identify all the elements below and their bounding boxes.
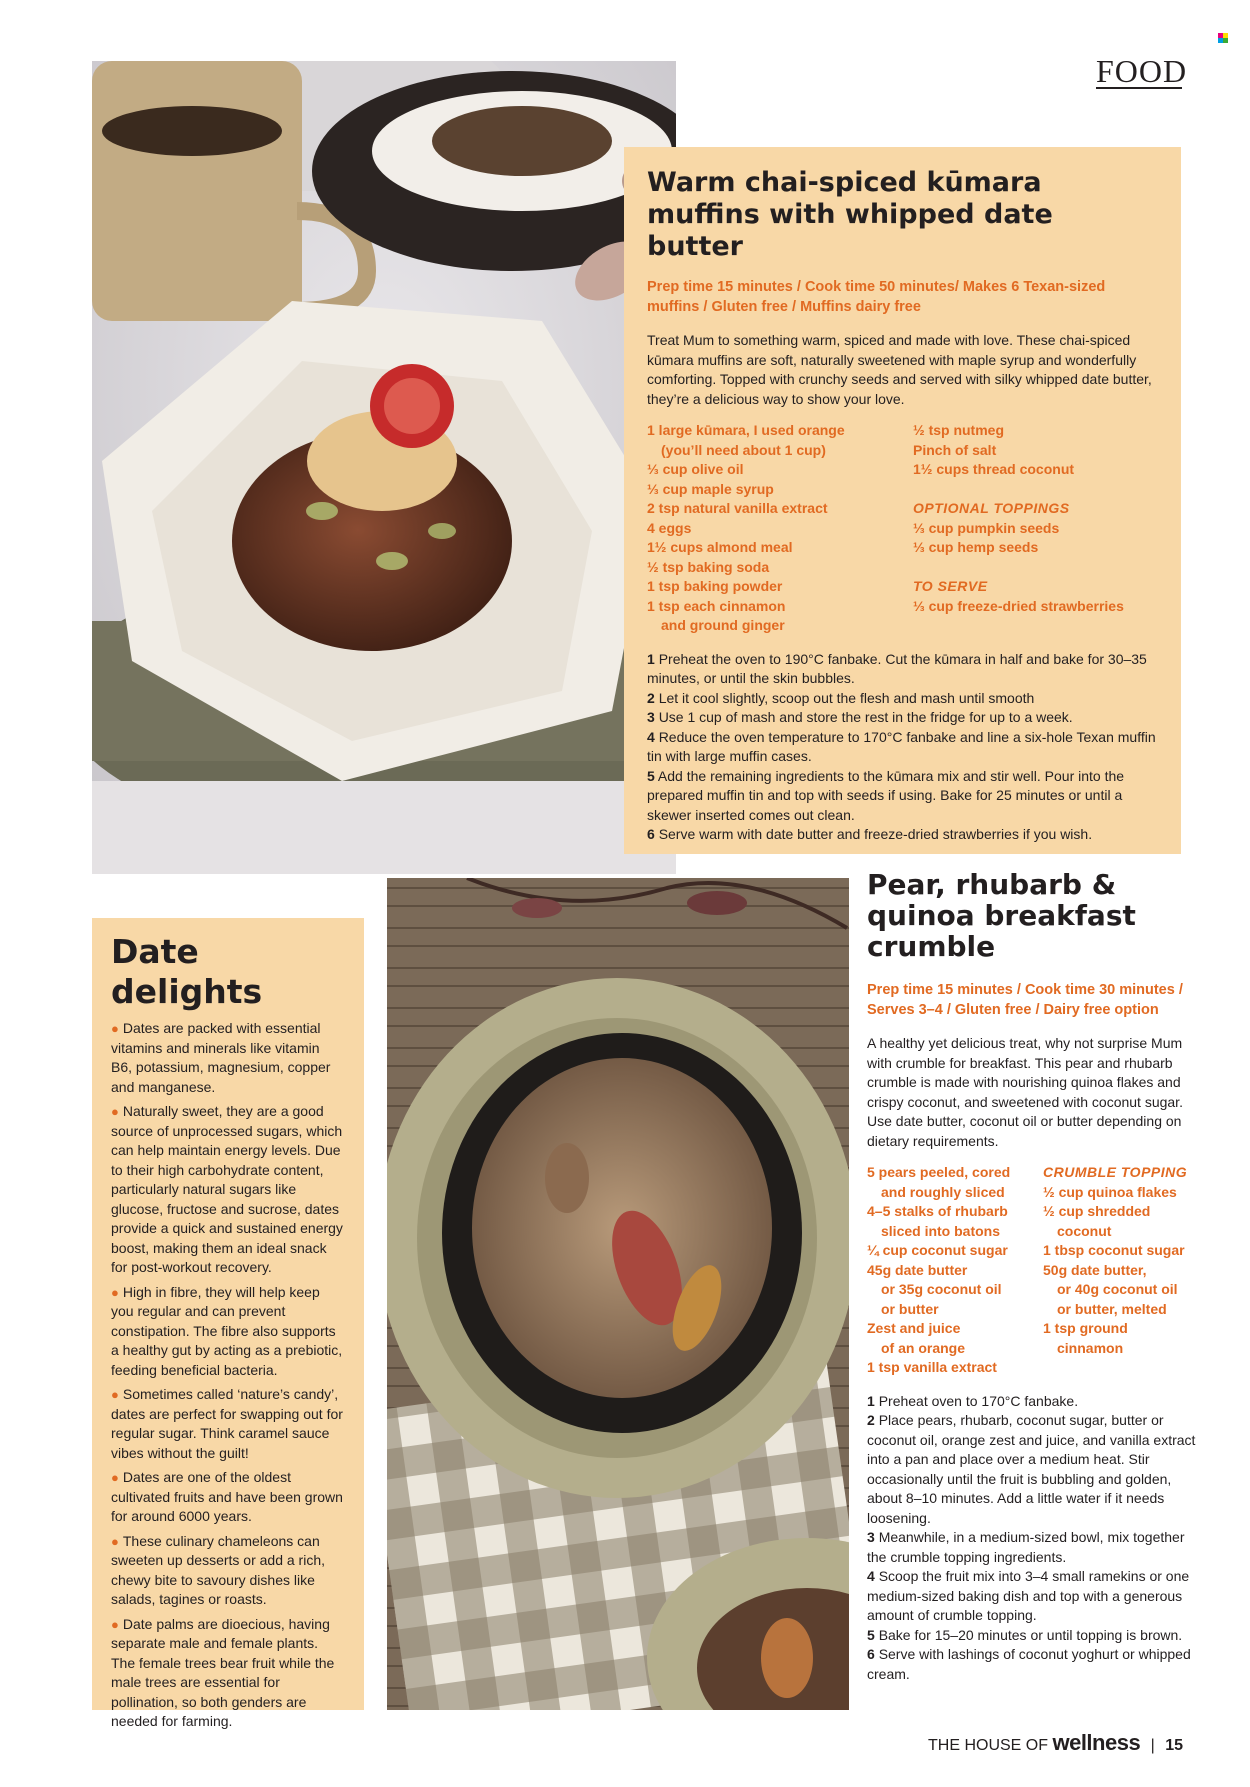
- ingredient: coconut: [1057, 1222, 1112, 1239]
- ingredient: 4 eggs: [647, 519, 692, 536]
- to-serve-heading: TO SERVE: [913, 578, 988, 594]
- crumble-ingredients: [867, 1163, 1197, 1378]
- bullet-icon: ●: [111, 1616, 119, 1632]
- ingredient: 1 tsp vanilla extract: [867, 1359, 997, 1375]
- date-fact: ● Dates are packed with essential vitamins and minerals like vitamin B6, potassium, magnesium, copper and manganese.: [111, 1020, 331, 1095]
- ingredient: (you’ll need about 1 cup): [661, 441, 826, 458]
- method-step: 4 Reduce the oven temperature to 170°C fanbake and line a six-hole Texan muffin tin with large muffin cases.: [647, 728, 1156, 764]
- method-step: 5 Add the remaining ingredients to the kūmara mix and stir well. Pour into the prepared muffin tin and top with seeds if using. Bake for 25 minutes or until a skewer inserted comes out clean.: [647, 767, 1125, 823]
- ingredient: ⅓ cup maple syrup: [647, 480, 774, 497]
- muffin-ingredients: [647, 421, 1158, 636]
- ingredient: or 40g coconut oil: [1057, 1281, 1178, 1297]
- bullet-icon: ●: [111, 1533, 119, 1549]
- crumble-recipe-title: Pear, rhubarb & quinoa breakfast crumble: [867, 868, 1136, 963]
- ingredient: or butter, melted: [1057, 1300, 1167, 1317]
- muffin-method: [647, 650, 1158, 845]
- ingredient: 45g date butter: [867, 1261, 968, 1278]
- bullet-icon: ●: [111, 1470, 119, 1485]
- ingredient: 5 pears peeled, cored: [867, 1164, 1011, 1180]
- bullet-icon: ●: [111, 1104, 119, 1119]
- ingredient: 2 tsp natural vanilla extract: [647, 500, 828, 516]
- muffin-recipe-title: Warm chai-spiced kūmara muffins with whipped date butter: [647, 167, 1053, 262]
- crumble-recipe-meta: Prep time 15 minutes / Cook time 30 minutes / Serves 3–4 / Gluten free / Dairy free option: [867, 982, 1183, 1018]
- crumble-recipe: [867, 869, 1197, 1684]
- method-step: 3 Meanwhile, in a medium-sized bowl, mix together the crumble topping ingredients.: [867, 1529, 1185, 1565]
- ingredient: 50g date butter,: [1043, 1261, 1147, 1278]
- ingredient: Pinch of salt: [913, 441, 997, 458]
- date-fact: ● High in fibre, they will help keep you regular and can prevent constipation. The fibre also supports a healthy gut by acting as a prebiotic, feeding beneficial bacteria.: [111, 1283, 343, 1378]
- ingredient: Zest and juice: [867, 1320, 961, 1336]
- date-fact: ● Date palms are dioecious, having separate male and female plants. The female trees bear fruit while the male trees are essential for pollination, so both genders are needed for farming.: [111, 1615, 335, 1729]
- method-step: 1 Preheat the oven to 190°C fanbake. Cut the kūmara in half and bake for 30–35 minutes, or until the skin bubbles.: [647, 650, 1147, 686]
- ingredient: ¼ cup coconut sugar: [867, 1242, 1008, 1258]
- method-step: 3 Use 1 cup of mash and store the rest in the fridge for up to a week.: [647, 709, 1073, 725]
- ingredient: 1 tsp baking powder: [647, 578, 783, 594]
- ingredient: 1½ cups almond meal: [647, 539, 793, 555]
- ingredient: cinnamon: [1057, 1339, 1124, 1356]
- ingredient: 1½ cups thread coconut: [913, 461, 1075, 477]
- date-delights-title: Date delights: [111, 932, 263, 1011]
- muffin-recipe-intro: Treat Mum to something warm, spiced and made with love. These chai-spiced kūmara muffins are soft, naturally sweetened with maple syrup and wonderfully comforting. Topped with crunchy seeds and served with silky whipped date butter, they’re a delicious way to show your love.: [647, 332, 1152, 407]
- method-step: 2 Place pears, rhubarb, coconut sugar, butter or coconut oil, orange zest and juice, and vanilla extract into a pan and place over a medium heat. Stir occasionally until the fruit is bubbling and golden, about 8–10 minutes. Add a little water if it needs loosening.: [867, 1412, 1196, 1526]
- date-fact: ● Dates are one of the oldest cultivated fruits and have been grown for around 6000 years.: [111, 1469, 343, 1524]
- ingredient: 4–5 stalks of rhubarb: [867, 1203, 1008, 1219]
- ingredient: sliced into batons: [881, 1222, 1001, 1239]
- crumble-topping-heading: CRUMBLE TOPPING: [1043, 1164, 1188, 1180]
- footer-prefix: THE HOUSE OF: [928, 1737, 1049, 1754]
- section-label: FOOD: [1096, 53, 1188, 89]
- ingredient: ½ tsp nutmeg: [913, 422, 1005, 438]
- ingredient: ⅓ cup freeze-dried strawberries: [913, 597, 1124, 614]
- crumble-photo: [387, 878, 849, 1710]
- ingredient: ½ cup shredded: [1043, 1203, 1151, 1219]
- crumble-recipe-intro: A healthy yet delicious treat, why not surprise Mum with crumble for breakfast. This pear and rhubarb crumble is made with nourishing quinoa flakes and crispy coconut, and sweetened with coconut sugar. Use date butter, coconut oil or butter depending on dietary requirements.: [867, 1035, 1183, 1149]
- bullet-icon: ●: [111, 1284, 119, 1300]
- method-step: 2 Let it cool slightly, scoop out the flesh and mash until smooth: [647, 689, 1035, 706]
- page-footer: [928, 1728, 1188, 1758]
- crumble-method: [867, 1392, 1197, 1685]
- date-fact: ● Naturally sweet, they are a good source of unprocessed sugars, which can help maintain energy levels. Due to their high carbohydrate content, particularly natural sugars like glucose, fructose and sucrose, dates provide a quick and sustained energy boost, making them an ideal snack for post-workout recovery.: [111, 1103, 343, 1275]
- crumble-ingredients-left: [867, 1163, 1043, 1378]
- bullet-icon: ●: [111, 1387, 119, 1402]
- color-registration-icon: [1218, 33, 1228, 43]
- bullet-icon: ●: [111, 1021, 119, 1036]
- crumble-ingredients-right: [1043, 1163, 1187, 1378]
- ingredient: ⅓ cup hemp seeds: [913, 539, 1039, 555]
- ingredient: ½ tsp baking soda: [647, 558, 770, 575]
- date-fact: ● Sometimes called ‘nature’s candy’, dates are perfect for swapping out for regular sugar. Think caramel sauce vibes without the guilt!: [111, 1386, 343, 1461]
- muffin-recipe-box: [624, 147, 1181, 854]
- method-step: 4 Scoop the fruit mix into 3–4 small ramekins or one medium-sized baking dish and top with a generous amount of crumble topping.: [867, 1568, 1190, 1623]
- ingredient: 1 tbsp coconut sugar: [1043, 1242, 1185, 1258]
- method-step: 6 Serve with lashings of coconut yoghurt or whipped cream.: [867, 1646, 1191, 1682]
- ingredient: ⅓ cup pumpkin seeds: [913, 519, 1060, 536]
- ingredient: or 35g coconut oil: [881, 1281, 1002, 1297]
- ingredient: ⅓ cup olive oil: [647, 461, 744, 477]
- ingredient: 1 tsp ground: [1043, 1320, 1128, 1336]
- ingredient: and ground ginger: [661, 617, 785, 633]
- optional-toppings-heading: OPTIONAL TOPPINGS: [913, 500, 1070, 516]
- ingredient: and roughly sliced: [881, 1183, 1005, 1200]
- ingredient: ½ cup quinoa flakes: [1043, 1183, 1177, 1200]
- footer-separator: |: [1150, 1737, 1155, 1754]
- ingredient: or butter: [881, 1300, 939, 1317]
- date-delights-box: [92, 918, 364, 1729]
- page-number: 15: [1165, 1737, 1184, 1754]
- ingredient: 1 tsp each cinnamon: [647, 597, 786, 614]
- muffin-ingredients-left: [647, 421, 913, 636]
- ingredient: 1 large kūmara, I used orange: [647, 422, 845, 438]
- footer-brand: wellness: [1052, 1730, 1141, 1755]
- ingredient: of an orange: [881, 1339, 966, 1356]
- date-fact: ● These culinary chameleons can sweeten up desserts or add a rich, chewy bite to savoury dishes like salads, tagines or roasts.: [111, 1532, 326, 1607]
- method-step: 1 Preheat oven to 170°C fanbake.: [867, 1392, 1079, 1409]
- method-step: 5 Bake for 15–20 minutes or until topping is brown.: [867, 1626, 1183, 1643]
- muffin-recipe-meta: Prep time 15 minutes / Cook time 50 minutes/ Makes 6 Texan-sized muffins / Gluten free / Muffins dairy free: [647, 279, 1106, 315]
- muffin-ingredients-right: [913, 421, 1124, 636]
- muffin-photo: [92, 61, 676, 874]
- method-step: 6 Serve warm with date butter and freeze-dried strawberries if you wish.: [647, 826, 1093, 842]
